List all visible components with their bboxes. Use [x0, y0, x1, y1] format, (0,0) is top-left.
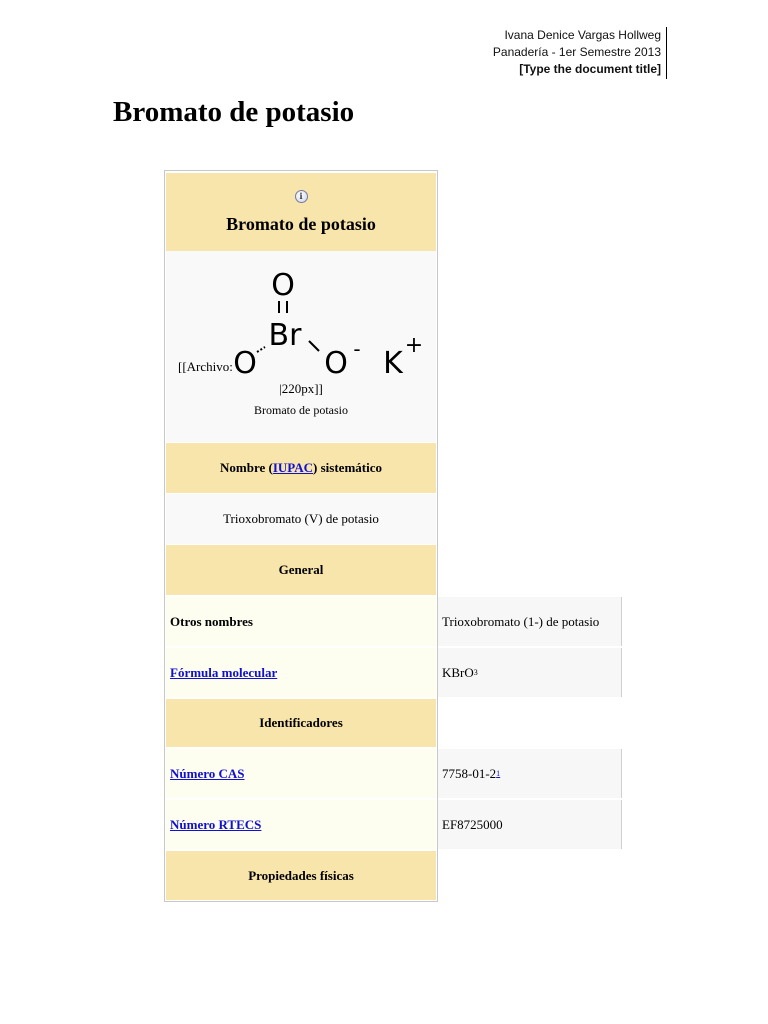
page-title: Bromato de potasio [113, 96, 355, 128]
formula-molecular-link[interactable]: Fórmula molecular [170, 664, 278, 680]
structure-br: Br [268, 318, 302, 353]
header-subject: Panadería - 1er Semestre 2013 [492, 45, 661, 59]
structure-o-left: O [233, 346, 257, 379]
cas-value [438, 749, 622, 798]
general-heading: General [166, 545, 436, 595]
structure-minus: - [353, 337, 361, 361]
iupac-heading-suffix: ) sistemático [313, 460, 382, 475]
image-width-text: |220px]] [279, 381, 323, 396]
header-author: Ivana Denice Vargas Hollweg [504, 28, 661, 42]
rtecs-value: EF8725000 [438, 800, 622, 849]
cas-row-label [166, 749, 436, 798]
structure-o-right: O [324, 346, 348, 379]
iupac-link[interactable]: IUPAC [272, 460, 314, 475]
identificadores-heading: Identificadores [166, 699, 436, 747]
header-divider [666, 27, 667, 79]
image-caption: Bromato de potasio [254, 403, 348, 417]
formula-row-label [166, 648, 436, 697]
structure-image-cell [166, 251, 436, 442]
formula-main: KBrO [442, 664, 474, 680]
formula-subscript: 3 [473, 668, 478, 677]
cas-reference-link[interactable]: 1 [496, 769, 501, 778]
iupac-heading-prefix: Nombre ( [220, 460, 273, 475]
bond-left [257, 347, 265, 352]
structure-k: K [383, 346, 403, 379]
header-document-title[interactable]: [Type the document title] [519, 62, 661, 76]
formula-value [438, 648, 622, 697]
iupac-name-value: Trioxobromato (V) de potasio [166, 494, 436, 544]
bond-right [309, 341, 319, 351]
numero-rtecs-link[interactable]: Número RTECS [170, 816, 262, 832]
cas-number: 7758-01-2 [442, 765, 497, 781]
propiedades-heading: Propiedades físicas [166, 851, 436, 900]
potassium-bromate-structure [233, 259, 433, 379]
iupac-heading [166, 443, 436, 493]
structure-o-top: O [271, 268, 295, 303]
infobox-title: Bromato de potasio [226, 213, 376, 234]
document-header [493, 27, 661, 78]
structure-plus: + [404, 333, 424, 358]
infobox-title-cell [166, 173, 436, 251]
numero-cas-link[interactable]: Número CAS [170, 765, 245, 781]
structure-image-line [166, 259, 436, 379]
info-icon[interactable]: i [295, 190, 308, 203]
otros-nombres-value: Trioxobromato (1-) de potasio [438, 597, 622, 646]
otros-nombres-label: Otros nombres [166, 597, 436, 646]
archivo-prefix: [[Archivo: [178, 359, 233, 374]
rtecs-row-label [166, 800, 436, 849]
